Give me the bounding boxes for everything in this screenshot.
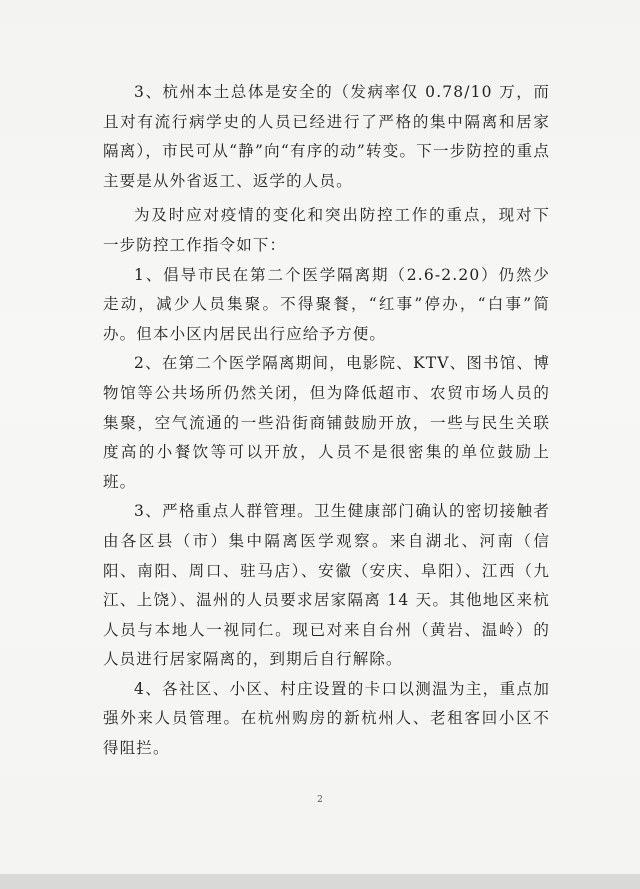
page-bottom-edge xyxy=(0,874,640,889)
paragraph-item-4: 4、各社区、小区、村庄设置的卡口以测温为主，重点加强外来人员管理。在杭州购房的新杭州人、老租客回小区不得阻拦。 xyxy=(103,679,550,758)
paragraph-item-2: 2、在第二个医学隔离期间，电影院、KTV、图书馆、博物馆等公共场所仍然关闭，但为降低超市、农贸市场人员的集聚，空气流通的一些沿街商铺鼓励开放，一些与民生关联度高的小餐饮等可以开放，人员不是很密集的单位鼓励上班。 xyxy=(103,354,550,491)
page-number: 2 xyxy=(317,795,323,805)
paragraph-instruction-intro: 为及时应对疫情的变化和突出防控工作的重点，现对下一步防控工作指令如下： xyxy=(103,206,550,254)
paragraph-item-3: 3、严格重点人群管理。卫生健康部门确认的密切接触者由各区县（市）集中隔离医学观察。来自湖北、河南（信阳、南阳、周口、驻马店）、安徽（安庆、阜阳）、江西（九江、上饶）、温州的人员要求居家隔离 14 天。其他地区来杭人员与本地人一视同仁。现已对来自台州（黄岩、温岭）的人员进行居家隔离的，到期后自行解除。 xyxy=(103,502,550,669)
paragraph-hangzhou-safety: 3、杭州本土总体是安全的（发病率仅 0.78/10 万，而且对有流行病学史的人员已经进行了严格的集中隔离和居家隔离），市民可从“静”向“有序的动”转变。下一步防控的重点主要是从外省返工、返学的人员。 xyxy=(103,83,550,190)
paragraph-item-1: 1、倡导市民在第二个医学隔离期（2.6-2.20）仍然少走动，减少人员集聚。不得聚餐，“红事”停办，“白事”简办。但本小区内居民出行应给予方便。 xyxy=(103,265,550,343)
document-body xyxy=(103,78,550,764)
